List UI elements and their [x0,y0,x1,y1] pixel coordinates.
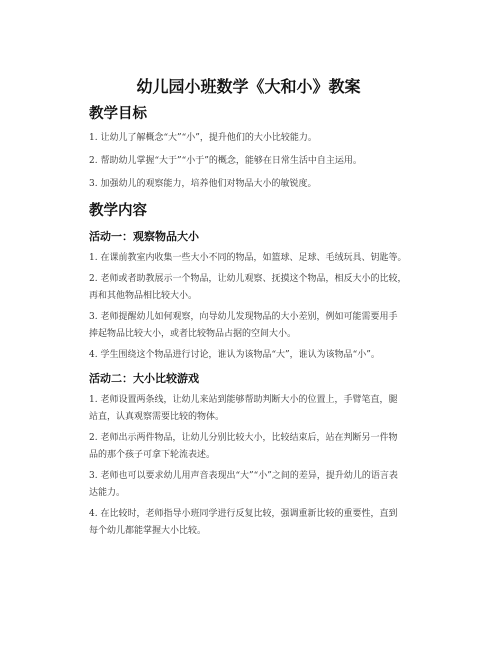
activity2-list [89,392,444,540]
activity2-item-4: 4. 在比较时，老师指导小班同学进行反复比较，强调重新比较的重要性，直到 [89,509,398,519]
activity2-item-1-cont: 站直，认真观察需要比较的物体。 [89,412,225,422]
activity1-item-2-cont: 再和其他物品相比较大小。 [89,291,198,301]
goal-item-1: 1. 让幼儿了解概念“大”“小”，提升他们的大小比较能力。 [89,133,317,143]
activity2-heading: 活动二：大小比较游戏 [89,372,199,385]
goal-item-2: 2. 帮助幼儿掌握“大于”“小于”的概念，能够在日常生活中自主运用。 [89,156,362,166]
goal-item-3: 3. 加强幼儿的观察能力，培养他们对物品大小的敏锐度。 [89,179,317,189]
activity1-item-3-cont: 捧起物品比较大小，或者比较物品占据的空间大小。 [89,329,297,339]
activity2-item-3: 3. 老师也可以要求幼儿用声音表现出“大”“小”之间的差异，提升幼儿的语言表 [89,471,398,481]
document-title: 幼儿园小班数学《大和小》教案 [136,77,361,96]
section-heading-goals: 教学目标 [89,106,147,122]
activity2-item-2: 2. 老师出示两件物品，让幼儿分别比较大小，比较结束后，站在判断另一件物 [89,433,398,443]
activity1-item-3: 3. 老师提醒幼儿如何观察，向导幼儿发现物品的大小差别，例如可能需要用手 [89,312,398,322]
activity2-item-3-cont: 达能力。 [89,488,126,498]
activity1-list [89,250,444,364]
activity1-item-4: 4. 学生围绕这个物品进行讨论，谁认为该物品“大”，谁认为该物品“小”。 [89,350,380,360]
activity1-heading: 活动一：观察物品大小 [89,230,199,243]
activity2-item-1: 1. 老师设置两条线，让幼儿来站到能够帮助判断大小的位置上，手臂笔直，腿 [89,395,398,405]
activity2-item-4-cont: 每个幼儿都能掌握大小比较。 [89,526,207,536]
section-heading-content: 教学内容 [89,203,147,219]
activity1-item-1: 1. 在课前教室内收集一些大小不同的物品，如篮球、足球、毛绒玩具、钥匙等。 [89,253,407,263]
activity2-item-2-cont: 品的那个孩子可拿下轮流表述。 [89,450,216,460]
activity1-item-2: 2. 老师或者助教展示一个物品，让幼儿观察、抚摸这个物品，相反大小的比较， [89,274,407,284]
goals-list [89,130,444,193]
